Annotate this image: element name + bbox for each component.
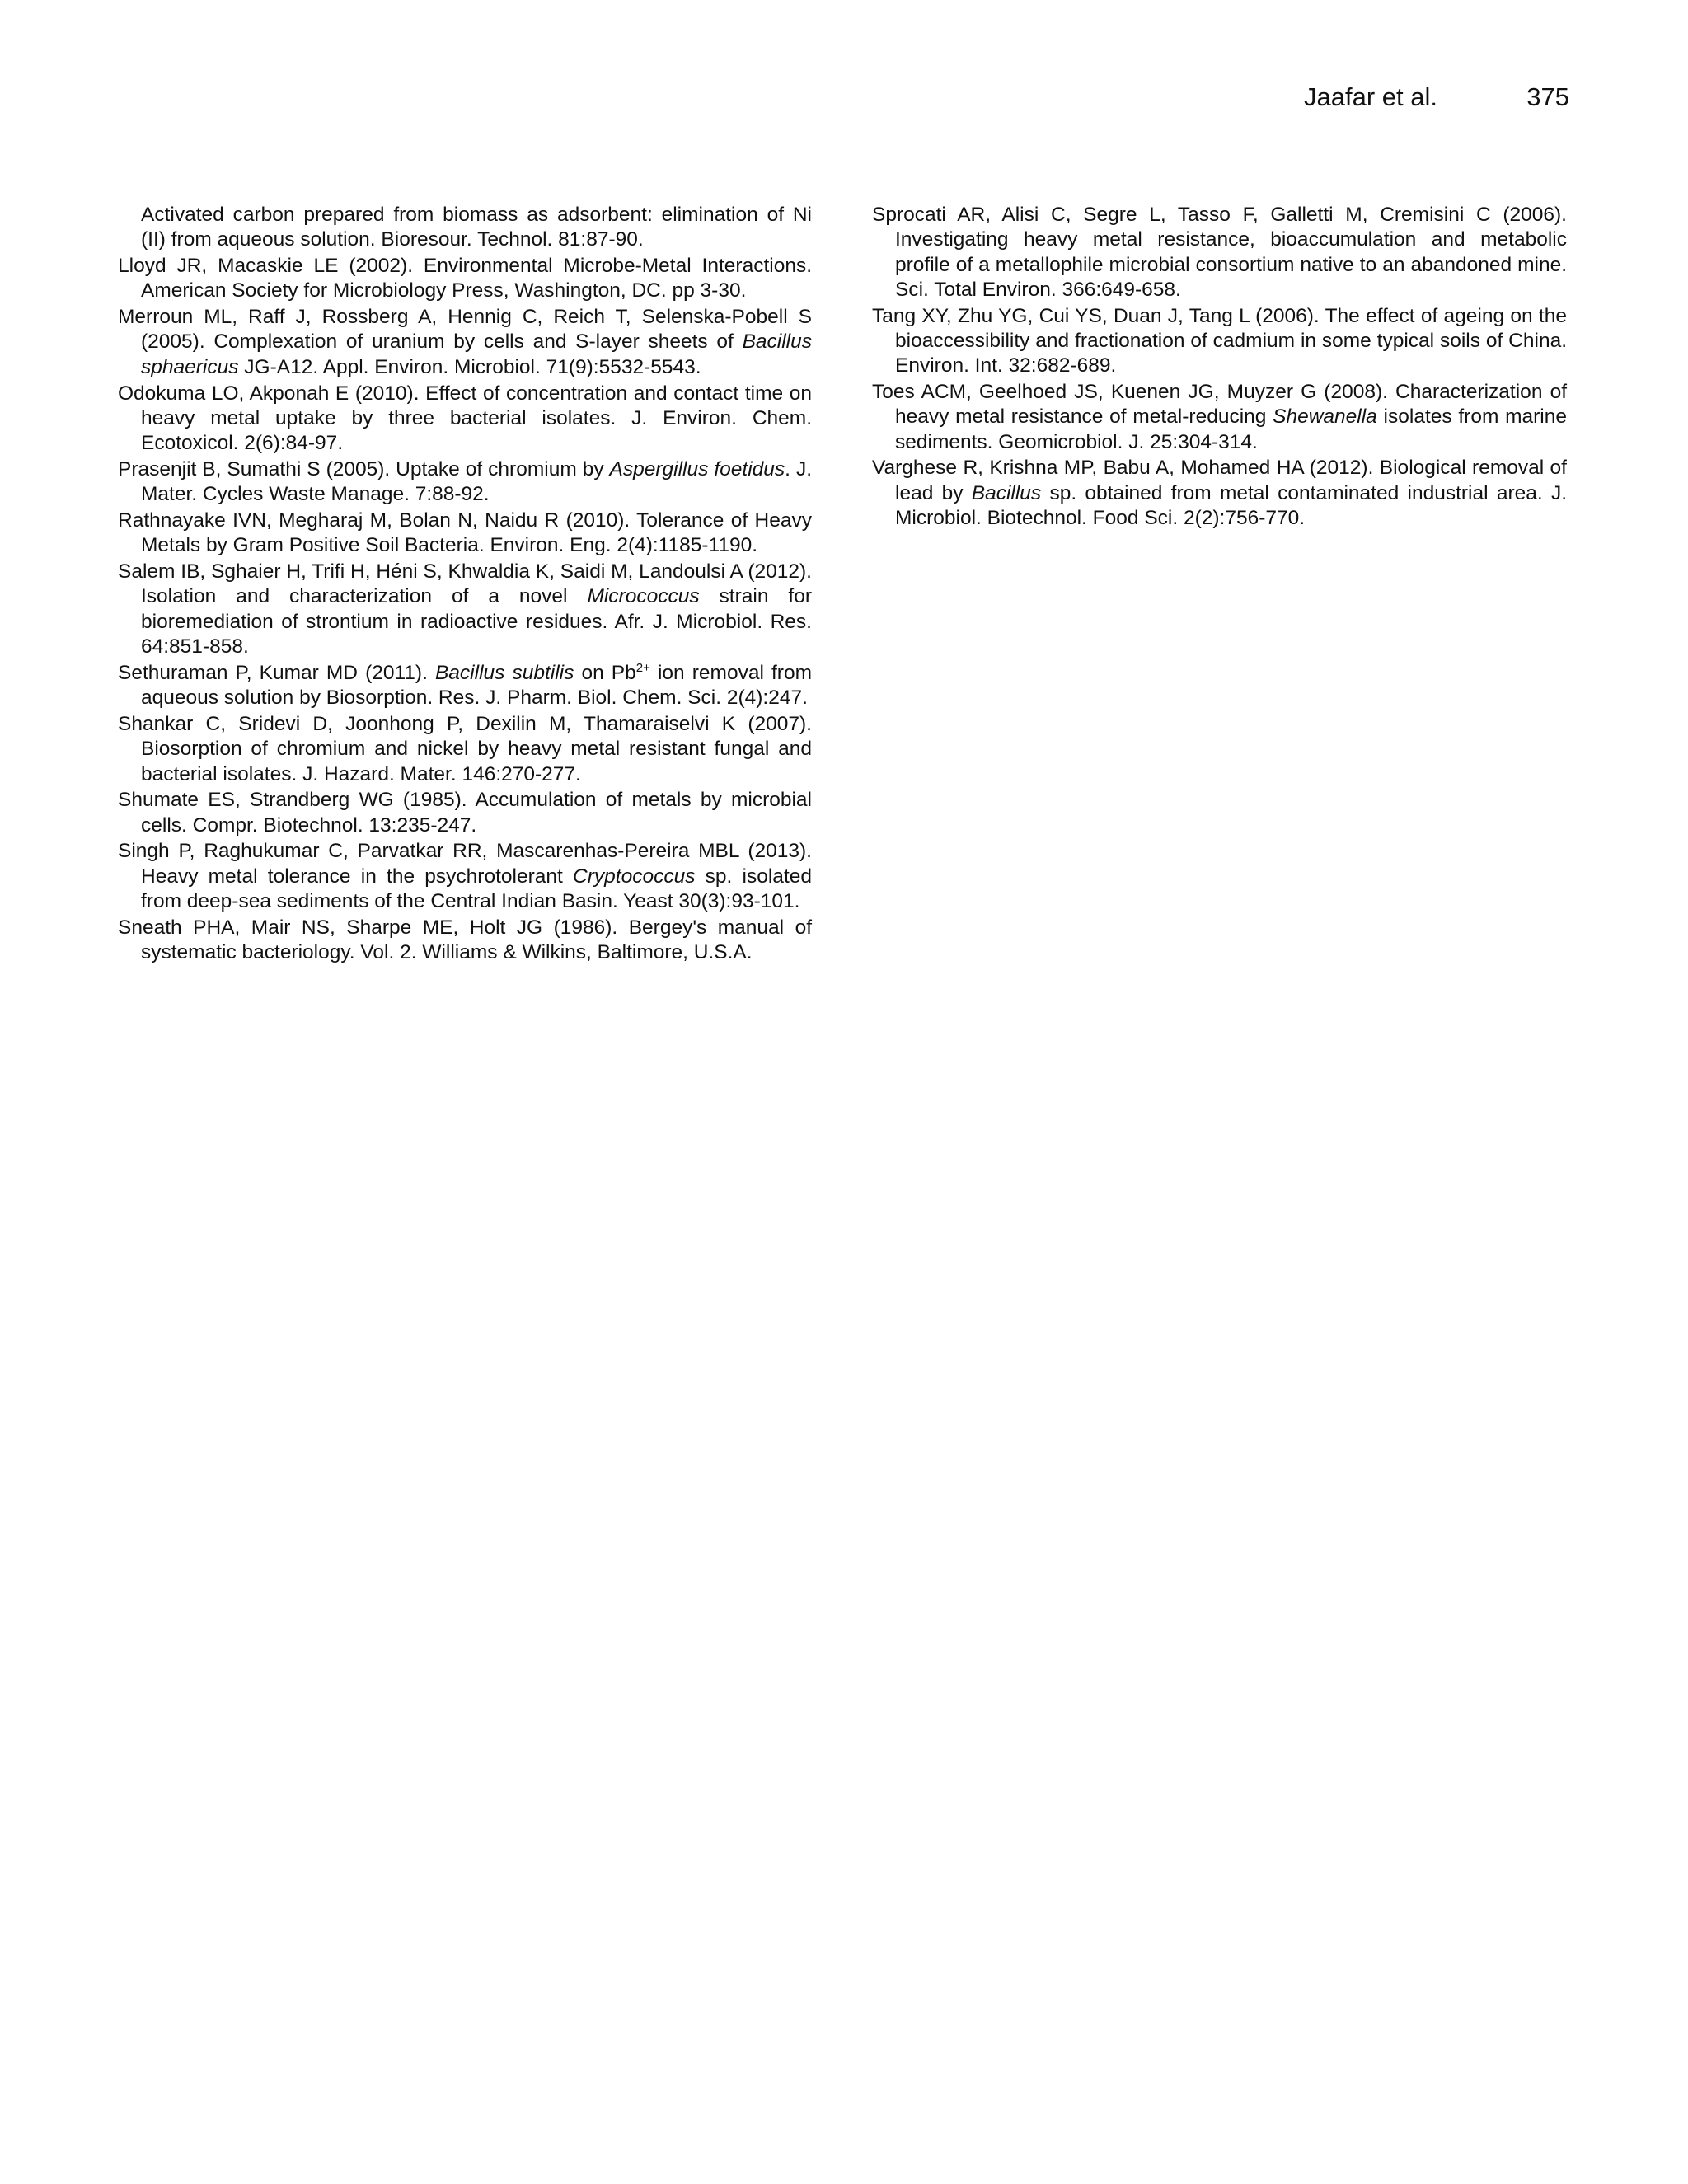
reference-entry: Singh P, Raghukumar C, Parvatkar RR, Mascarenhas-Pereira MBL (2013). Heavy metal tolerance in the psychrotolerant Cryptococcus sp. isolated from deep-sea sediments of the Central Indian Basin. Yeast 30(3):93-101. [118,840,812,913]
reference-entry: Merroun ML, Raff J, Rossberg A, Hennig C, Reich T, Selenska-Pobell S (2005). Complexation of uranium by cells and S-layer sheets of Bacillus sphaericus JG-A12. Appl. Environ. Microbiol. 71(9):5532-5543. [118,306,812,378]
running-head [1286,79,1569,115]
reference-entry-continued: Activated carbon prepared from biomass as adsorbent: elimination of Ni (II) from aqueous solution. Bioresour. Technol. 81:87-90. [141,204,812,251]
reference-entry: Prasenjit B, Sumathi S (2005). Uptake of chromium by Aspergillus foetidus. J. Mater. Cycles Waste Manage. 7:88-92. [118,457,813,506]
running-head-authors: Jaafar et al. [1304,82,1437,111]
reference-list-left-column [118,203,812,967]
reference-entry: Shankar C, Sridevi D, Joonhong P, Dexilin M, Thamaraiselvi K (2007). Biosorption of chromium and nickel by heavy metal resistant fungal and bacterial isolates. J. Hazard. Mater. 146:270-277. [118,712,812,785]
reference-entry: Salem IB, Sghaier H, Trifi H, Héni S, Khwaldia K, Saidi M, Landoulsi A (2012). Isolation and characterization of a novel Micrococcus strain for bioremediation of strontium in radioactive residues. Afr. J. Microbiol. Res. 64:851-858. [118,560,812,658]
reference-entry: Odokuma LO, Akponah E (2010). Effect of concentration and contact time on heavy metal uptake by three bacterial isolates. J. Environ. Chem. Ecotoxicol. 2(6):84-97. [118,382,812,455]
reference-list-right-column [872,203,1567,532]
reference-entry: Shumate ES, Strandberg WG (1985). Accumulation of metals by microbial cells. Compr. Biotechnol. 13:235-247. [118,789,812,837]
reference-entry: Toes ACM, Geelhoed JS, Kuenen JG, Muyzer G (2008). Characterization of heavy metal resistance of metal-reducing Shewanella isolates from marine sediments. Geomicrobiol. J. 25:304-314. [872,381,1567,453]
page-number: 375 [1526,82,1569,111]
reference-entry: Tang XY, Zhu YG, Cui YS, Duan J, Tang L (2006). The effect of ageing on the bioaccessibility and fractionation of cadmium in some typical soils of China. Environ. Int. 32:682-689. [872,304,1567,377]
reference-entry: Lloyd JR, Macaskie LE (2002). Environmental Microbe-Metal Interactions. American Society for Microbiology Press, Washington, DC. pp 3-30. [118,255,812,302]
reference-entry: Rathnayake IVN, Megharaj M, Bolan N, Naidu R (2010). Tolerance of Heavy Metals by Gram Positive Soil Bacteria. Environ. Eng. 2(4):1185-1190. [118,509,812,557]
reference-entry: Varghese R, Krishna MP, Babu A, Mohamed HA (2012). Biological removal of lead by Bacillus sp. obtained from metal contaminated industrial area. J. Microbiol. Biotechnol. Food Sci. 2(2):756-770. [872,457,1567,530]
reference-entry: Sethuraman P, Kumar MD (2011). Bacillus subtilis on $Pb^{2+}$ ion removal from aqueous solution by Biosorption. Res. J. Pharm. Biol. Chem. Sci. 2(4):247. [118,660,812,710]
reference-entry: Sneath PHA, Mair NS, Sharpe ME, Holt JG (1986). Bergey's manual of systematic bacteriology. Vol. 2. Williams & Wilkins, Baltimore, U.S.A. [118,916,812,964]
reference-entry: Sprocati AR, Alisi C, Segre L, Tasso F, Galletti M, Cremisini C (2006). Investigating heavy metal resistance, bioaccumulation and metabolic profile of a metallophile microbial consortium native to an abandoned mine. Sci. Total Environ. 366:649-658. [872,204,1567,301]
